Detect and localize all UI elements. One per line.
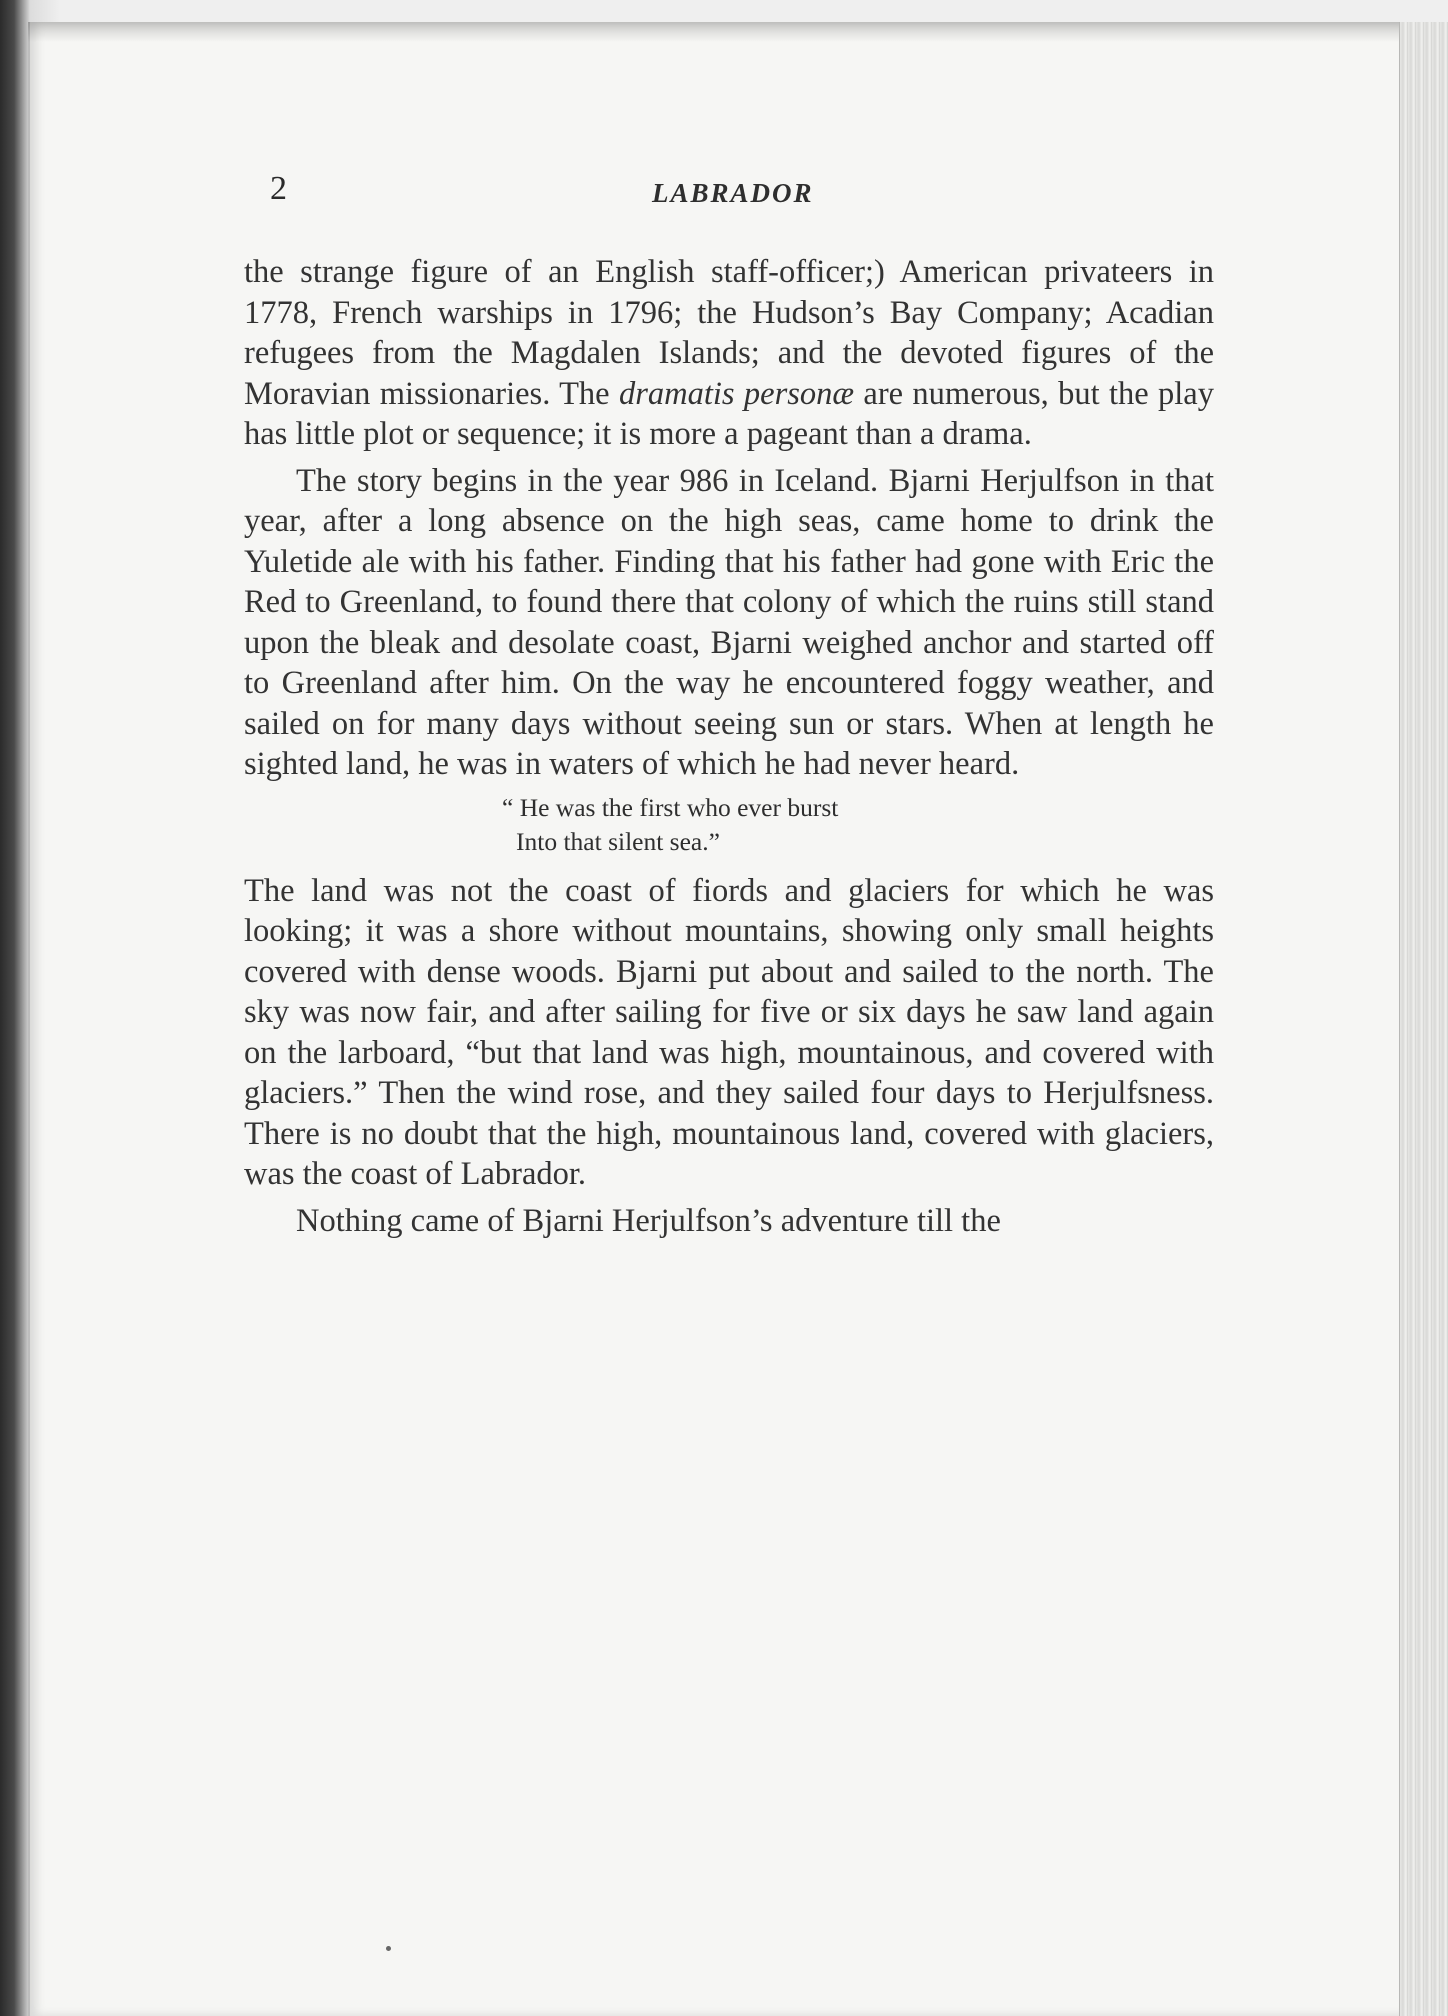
- page-edge-stack: [1399, 22, 1448, 2016]
- paragraph-3: The land was not the coast of fiords and glaciers for which he was looking; it was a shore without mountains, showing only small heights covered with dense woods. Bjarni put about and sailed to the north. The sky was now fair, and after sailing for five or six days he saw land again on the larboard, “but that land was high, mountainous, and covered with glaciers.” Then the wind rose, and they sailed four days to Herjulfsness. There is no doubt that the high, mountainous land, covered with glaciers, was the coast of Labrador.: [244, 872, 1214, 1192]
- verse-quote: [502, 791, 1214, 859]
- page-header: [270, 170, 1210, 220]
- paragraph-1: [244, 252, 1214, 455]
- paragraph-2: The story begins in the year 986 in Iceland. Bjarni Herjulfson in that year, after a long absence on the high seas, came home to drink the Yuletide ale with his father. Finding that his father had gone with Eric the Red to Greenland, to found there that colony of which the ruins still stand upon the bleak and desolate coast, Bjarni weighed anchor and started off to Greenland after him. On the way he encountered foggy weather, and sailed on for many days without seeing sun or stars. When at length he sighted land, he was in waters of which he had never heard.: [244, 462, 1214, 782]
- paragraph-1-text-b: are numerous, but the play has little plot or sequence; it is more a pageant than a drama.: [244, 375, 1214, 452]
- verse-line-2: Into that silent sea.”: [516, 826, 720, 856]
- body-text: [244, 252, 1214, 1247]
- page-top-shadow: [28, 22, 1400, 42]
- scan-speck: [386, 1946, 391, 1951]
- page-number: 2: [270, 170, 287, 207]
- paragraph-1-text-a: the strange figure of an English staff-officer;) American privateers in 1778, French warships in 1796; the Hudson’s Bay Company; Acadian refugees from the Magdalen Islands; and the devoted figures of the Moravian missionaries. The: [244, 254, 1214, 412]
- paragraph-4: Nothing came of Bjarni Herjulfson’s adventure till the: [296, 1202, 1001, 1239]
- verse-line-1: “ He was the first who ever burst: [502, 792, 839, 822]
- paragraph-1-italic: dramatis personæ: [618, 375, 855, 412]
- running-head: LABRADOR: [652, 178, 814, 208]
